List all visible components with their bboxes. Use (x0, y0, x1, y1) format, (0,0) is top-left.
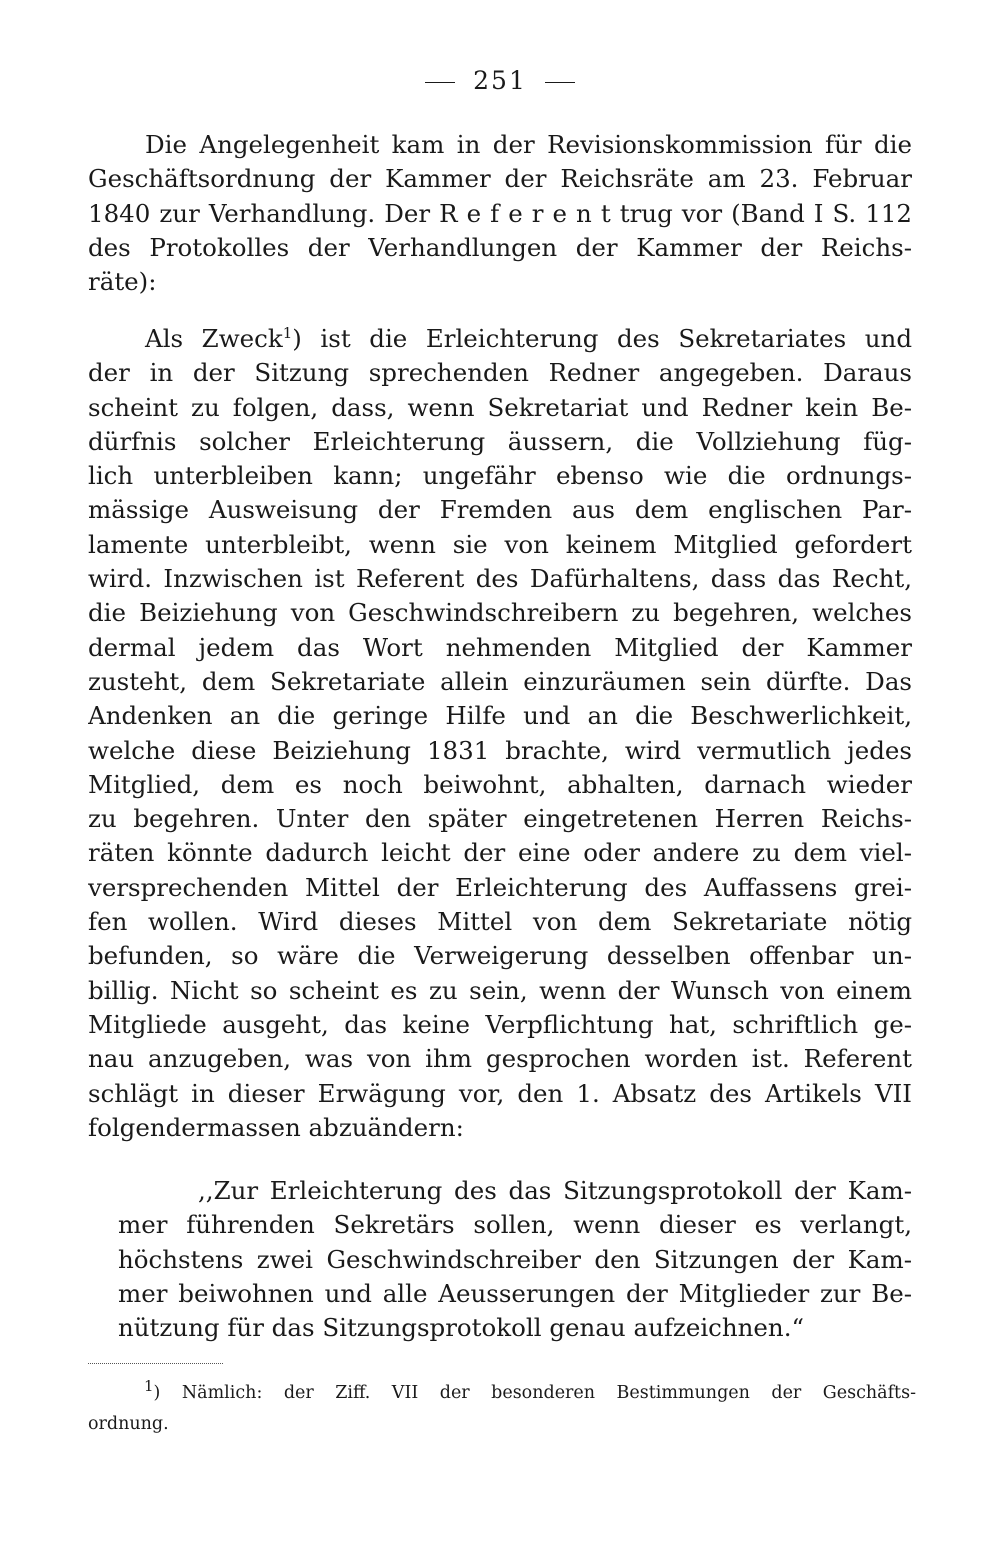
quoted-amendment (118, 1174, 912, 1345)
text-line: folgendermassen abzuändern: (88, 1112, 464, 1142)
text-line: lich unterbleiben kann; ungefähr ebenso wie die ordnungs- (88, 461, 912, 491)
text-line: zu begehren. Unter den später eingetretenen Herren Reichs- (88, 804, 912, 834)
text-line: Mitgliede ausgeht, das keine Verpflichtung hat, schriftlich ge- (88, 1009, 912, 1039)
text-line (88, 322, 912, 356)
text-line: Mitglied, dem es noch beiwohnt, abhalten, darnach wieder (88, 769, 912, 799)
text-line: mer beiwohnen und alle Aeusserungen der Mitglieder zur Be- (118, 1278, 912, 1308)
text-line: räten könnte dadurch leicht der eine oder andere zu dem viel- (88, 838, 912, 868)
text-line: die Beiziehung von Geschwindschreibern zu begehren, welches (88, 598, 912, 628)
footnote-line (88, 1378, 916, 1409)
text-line: der in der Sitzung sprechenden Redner angegeben. Daraus (88, 358, 912, 388)
page-number-dash-left (425, 82, 455, 83)
referent-report-paragraph (88, 322, 912, 1145)
text-line: höchstens zwei Geschwindschreiber den Sitzungen der Kam- (118, 1244, 912, 1274)
footnote-marker: 1 (144, 1378, 154, 1396)
text-line: schlägt in dieser Erwägung vor, den 1. Absatz des Artikels VII (88, 1078, 912, 1108)
text-line: nützung für das Sitzungsprotokoll genau aufzeichnen.“ (118, 1313, 805, 1343)
text-line: Andenken an die geringe Hilfe und an die Beschwerlichkeit, (88, 701, 912, 731)
text-line: versprechenden Mittel der Erleichterung des Auffassens grei- (88, 872, 912, 902)
text-line: wird. Inzwischen ist Referent des Dafürhaltens, dass das Recht, (88, 564, 912, 594)
footnote-reference: 1 (282, 323, 293, 342)
text-line: dermal jedem das Wort nehmenden Mitglied der Kammer (88, 632, 912, 662)
text-line: 1840 zur Verhandlung. Der R e f e r e n t trug vor (Band I S. 112 (88, 198, 912, 228)
text-line: zusteht, dem Sekretariate allein einzuräumen sein dürfte. Das (88, 666, 912, 696)
intro-paragraph (88, 128, 912, 299)
footnote (88, 1378, 916, 1440)
text-line: des Protokolles der Verhandlungen der Kammer der Reichs- (88, 232, 912, 262)
text-line: räte): (88, 267, 157, 297)
text-line: Die Angelegenheit kam in der Revisionskommission für die (145, 130, 912, 159)
footnote-line: ordnung. (88, 1414, 169, 1434)
text-fragment: Als Zweck (145, 324, 283, 353)
text-line: welche diese Beiziehung 1831 brachte, wird vermutlich jedes (88, 735, 912, 765)
text-line: ,,Zur Erleichterung des das Sitzungsprotokoll der Kam- (198, 1176, 912, 1205)
text-line: Geschäftsordnung der Kammer der Reichsräte am 23. Februar (88, 164, 912, 194)
text-line: mässige Ausweisung der Fremden aus dem englischen Par- (88, 495, 912, 525)
text-line: befunden, so wäre die Verweigerung desselben offenbar un- (88, 941, 912, 971)
text-line: fen wollen. Wird dieses Mittel von dem Sekretariate nötig (88, 907, 912, 937)
text-line: billig. Nicht so scheint es zu sein, wenn der Wunsch von einem (88, 975, 912, 1005)
footnote-divider (88, 1363, 223, 1364)
text-line: dürfnis solcher Erleichterung äussern, die Vollziehung füg- (88, 426, 912, 456)
text-line: scheint zu folgen, dass, wenn Sekretariat und Redner kein Be- (88, 392, 912, 422)
page-number-dash-right (545, 82, 575, 83)
footnote-text: ) Nämlich: der Ziff. VII der besonderen Bestimmungen der Geschäfts- (153, 1383, 916, 1403)
page-number-value: 251 (473, 66, 527, 95)
text-line: nau anzugeben, was von ihm gesprochen worden ist. Referent (88, 1044, 912, 1074)
text-fragment: ) ist die Erleichterung des Sekretariates und (292, 324, 912, 353)
text-line: lamente unterbleibt, wenn sie von keinem Mitglied gefordert (88, 529, 912, 559)
text-line: mer führenden Sekretärs sollen, wenn dieser es verlangt, (118, 1210, 912, 1240)
page-number (0, 66, 1000, 95)
